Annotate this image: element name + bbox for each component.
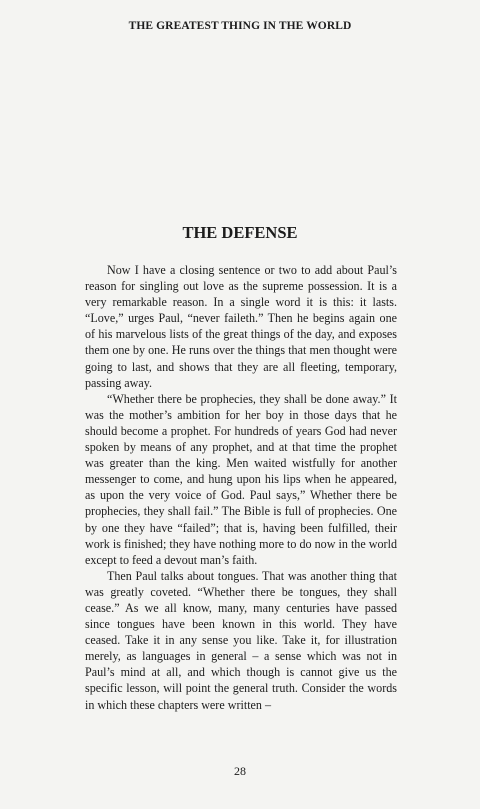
paragraph: Now I have a closing sentence or two to add about Paul’s reason for singling out love as the supreme possession. It is a very remarkable reason. In a single word it is this: it lasts. “Love,” urges Paul, “never faileth.” Then he begins again one of his marvelous lists of the great things of the day, and exposes them one by one. He runs over the things that men thought were going to last, and shows that they are all fleeting, temporary, passing away. — [85, 263, 397, 390]
body-text — [85, 262, 397, 713]
paragraph: “Whether there be prophecies, they shall be done away.” It was the mother’s ambition for her boy in those days that he should become a prophet. For hundreds of years God had never spoken by means of any prophet, and at that time the prophet was greater than the king. Men waited wistfully for another messenger to come, and hung upon his lips when he appeared, as upon the very voice of God. Paul says,” Whether there be prophecies, they shall fail.” The Bible is full of prophecies. One by one they have “failed”; that is, having been fulfilled, their work is finished; they have nothing more to do now in the world except to feed a devout man’s faith. — [85, 391, 397, 567]
running-header: THE GREATEST THING IN THE WORLD — [128, 20, 352, 32]
paragraph: Then Paul talks about tongues. That was another thing that was greatly coveted. “Whether there be tongues, they shall cease.” As we all know, many, many centuries have passed since tongues have been known in this world. They have ceased. Take it in any sense you like. Take it, for illustration merely, as languages in general – a sense which was not in Paul’s mind at all, and which though is cannot give us the specific lesson, will point the general truth. Consider the words in which these chapters were written – — [85, 568, 397, 712]
page-number: 28 — [234, 764, 246, 778]
chapter-title: THE DEFENSE — [182, 223, 298, 242]
